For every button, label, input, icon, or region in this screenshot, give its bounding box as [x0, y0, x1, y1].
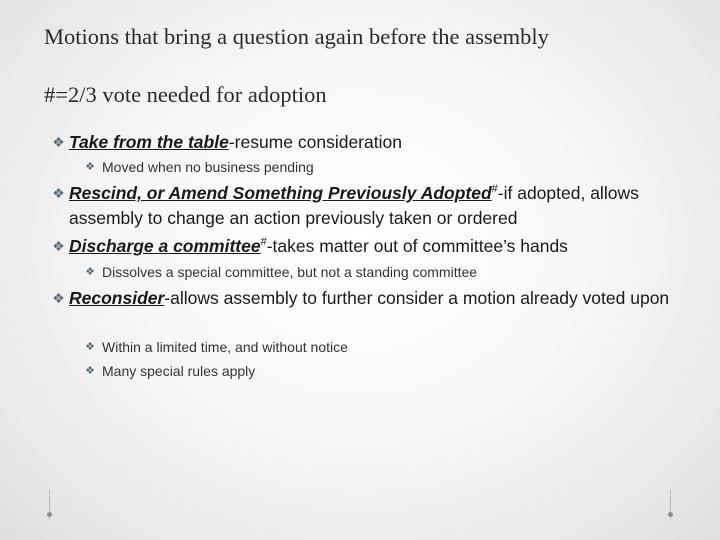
motion-term: Reconsider [69, 288, 165, 308]
decorative-dot-right [668, 512, 673, 517]
diamond-bullet-icon: ❖ [52, 238, 65, 254]
sub-bullet-special-rules [78, 359, 680, 383]
bullet-text [69, 286, 680, 311]
slide-subtitle: #=2/3 vote needed for adoption [44, 82, 327, 107]
motion-description: -allows assembly to further consider a motion already voted upon [164, 288, 670, 308]
sub-bullet-no-business [78, 155, 680, 179]
diamond-bullet-icon: ❖ [85, 161, 95, 173]
bullet-text [69, 234, 680, 259]
diamond-bullet-icon: ❖ [85, 341, 95, 353]
sub-bullet-text: Moved when no business pending [102, 159, 314, 175]
sub-bullet-limited-time [78, 335, 680, 359]
diamond-bullet-icon: ❖ [85, 365, 95, 377]
two-thirds-marker: # [260, 236, 267, 249]
sub-bullet-text: Many special rules apply [102, 363, 256, 379]
bullet-take-from-table [48, 130, 680, 155]
slide-title: Motions that bring a question again before the assembly [44, 24, 549, 49]
sub-bullet-text: Within a limited time, and without notice [102, 339, 348, 355]
motion-term: Take from the table [69, 132, 229, 152]
bullet-rescind-amend [48, 181, 680, 231]
motion-description: -takes matter out of committee’s hands [266, 236, 568, 256]
diamond-bullet-icon: ❖ [52, 290, 65, 306]
diamond-bullet-icon: ❖ [85, 266, 95, 278]
motion-term: Rescind, or Amend Something Previously Adopted [69, 183, 492, 203]
sub-bullet-text: Dissolves a special committee, but not a standing committee [102, 264, 478, 280]
motion-description: -if adopted, allows assembly to change an action previously taken or ordered [69, 183, 639, 228]
bullet-text [69, 130, 680, 155]
motion-term: Discharge a committee [69, 236, 261, 256]
two-thirds-marker: # [491, 183, 498, 196]
bullet-reconsider [48, 286, 680, 311]
bullet-discharge-committee [48, 234, 680, 259]
decorative-dot-left [47, 512, 52, 517]
diamond-bullet-icon: ❖ [52, 134, 65, 150]
motion-description: -resume consideration [228, 132, 402, 152]
diamond-bullet-icon: ❖ [52, 185, 65, 201]
sub-bullet-dissolves [78, 260, 680, 284]
bullet-text [69, 181, 680, 231]
